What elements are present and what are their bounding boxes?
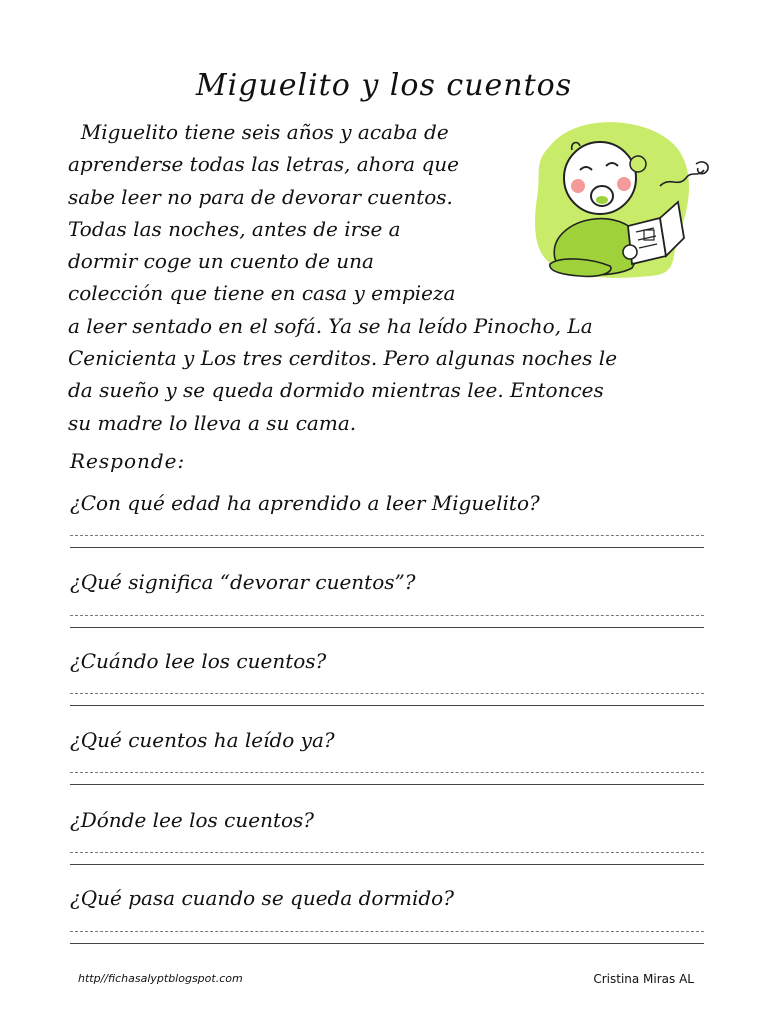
story-line: su madre lo lleva a su cama. xyxy=(68,410,357,435)
answer-baseline xyxy=(70,627,704,628)
answer-baseline xyxy=(70,547,704,548)
answer-baseline xyxy=(70,943,704,944)
story-line: a leer sentado en el sofá. Ya se ha leído Pinocho, La xyxy=(68,313,593,338)
answer-lines[interactable] xyxy=(70,535,704,549)
question: ¿Qué significa “devorar cuentos”? xyxy=(70,570,416,594)
question: ¿Con qué edad ha aprendido a leer Miguelito? xyxy=(70,491,540,515)
answer-lines[interactable] xyxy=(70,852,704,866)
question: ¿Dónde lee los cuentos? xyxy=(70,808,315,832)
worksheet-title: Miguelito y los cuentos xyxy=(195,68,573,103)
answer-midline xyxy=(70,535,704,536)
answer-midline xyxy=(70,615,704,616)
responde-label: Responde: xyxy=(70,449,186,473)
footer-url: http//fichasalyptblogspot.com xyxy=(78,972,243,985)
story-line: dormir coge un cuento de una xyxy=(68,249,374,274)
question: ¿Qué pasa cuando se queda dormido? xyxy=(70,886,454,910)
answer-lines[interactable] xyxy=(70,931,704,945)
answer-midline xyxy=(70,852,704,853)
story-line: sabe leer no para de devorar cuentos. xyxy=(68,184,453,209)
story-line: da sueño y se queda dormido mientras lee. Entonces xyxy=(68,378,604,403)
answer-lines[interactable] xyxy=(70,772,704,786)
story-line: Todas las noches, antes de irse a xyxy=(68,216,401,241)
story-line: Cenicienta y Los tres cerditos. Pero algunas noches le xyxy=(68,346,618,371)
question: ¿Cuándo lee los cuentos? xyxy=(70,649,327,673)
answer-midline xyxy=(70,693,704,694)
answer-lines[interactable] xyxy=(70,693,704,707)
story-line: colección que tiene en casa y empieza xyxy=(68,281,456,306)
footer-author: Cristina Miras AL xyxy=(593,972,694,986)
answer-baseline xyxy=(70,705,704,706)
answer-baseline xyxy=(70,864,704,865)
answer-lines[interactable] xyxy=(70,615,704,629)
answer-midline xyxy=(70,772,704,773)
question: ¿Qué cuentos ha leído ya? xyxy=(70,728,335,752)
story-line: aprenderse todas las letras, ahora que xyxy=(68,152,459,177)
story-line: Miguelito tiene seis años y acaba de xyxy=(68,120,449,144)
child-reading-book-icon xyxy=(520,106,716,292)
answer-baseline xyxy=(70,784,704,785)
answer-midline xyxy=(70,931,704,932)
